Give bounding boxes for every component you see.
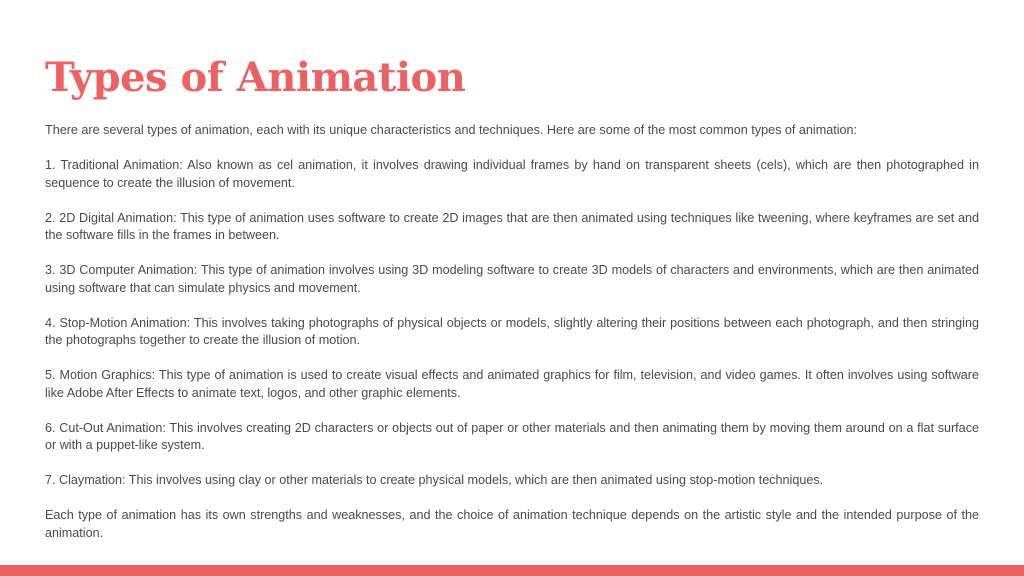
list-item-2d-digital: 2. 2D Digital Animation: This type of animation uses software to create 2D images that are then animated using techniques like tweening, where keyframes are set and the software fills in the frames in between. bbox=[45, 210, 979, 243]
list-item-cut-out: 6. Cut-Out Animation: This involves creating 2D characters or objects out of paper or other materials and then animating them by moving them around on a flat surface or with a puppet-like system. bbox=[45, 420, 979, 453]
list-item-stop-motion: 4. Stop-Motion Animation: This involves taking photographs of physical objects or models, slightly altering their positions between each photograph, and then stringing the photographs together to create the illusion of motion. bbox=[45, 315, 979, 348]
slide-body bbox=[45, 122, 979, 560]
footer-accent-bar bbox=[0, 565, 1024, 576]
intro-paragraph: There are several types of animation, each with its unique characteristics and techniques. Here are some of the most common types of animation: bbox=[45, 123, 858, 137]
list-item-motion-graphics: 5. Motion Graphics: This type of animation is used to create visual effects and animated graphics for film, television, and video games. It often involves using software like Adobe After Effects to animate text, logos, and other graphic elements. bbox=[45, 368, 979, 400]
list-item-claymation: 7. Claymation: This involves using clay or other materials to create physical models, which are then animated using stop-motion techniques. bbox=[45, 473, 824, 488]
conclusion-paragraph: Each type of animation has its own strengths and weaknesses, and the choice of animation technique depends on the artistic style and the intended purpose of the animation. bbox=[45, 508, 979, 541]
list-item-3d-computer: 3. 3D Computer Animation: This type of animation involves using 3D modeling software to create 3D models of characters and environments, which are then animated using software that can simulate physics and movement. bbox=[45, 263, 979, 295]
list-item-traditional: 1. Traditional Animation: Also known as cel animation, it involves drawing individual frames by hand on transparent sheets (cels), which are then photographed in sequence to create the illusion of movement. bbox=[45, 157, 979, 190]
slide-title: Types of Animation bbox=[45, 54, 466, 101]
